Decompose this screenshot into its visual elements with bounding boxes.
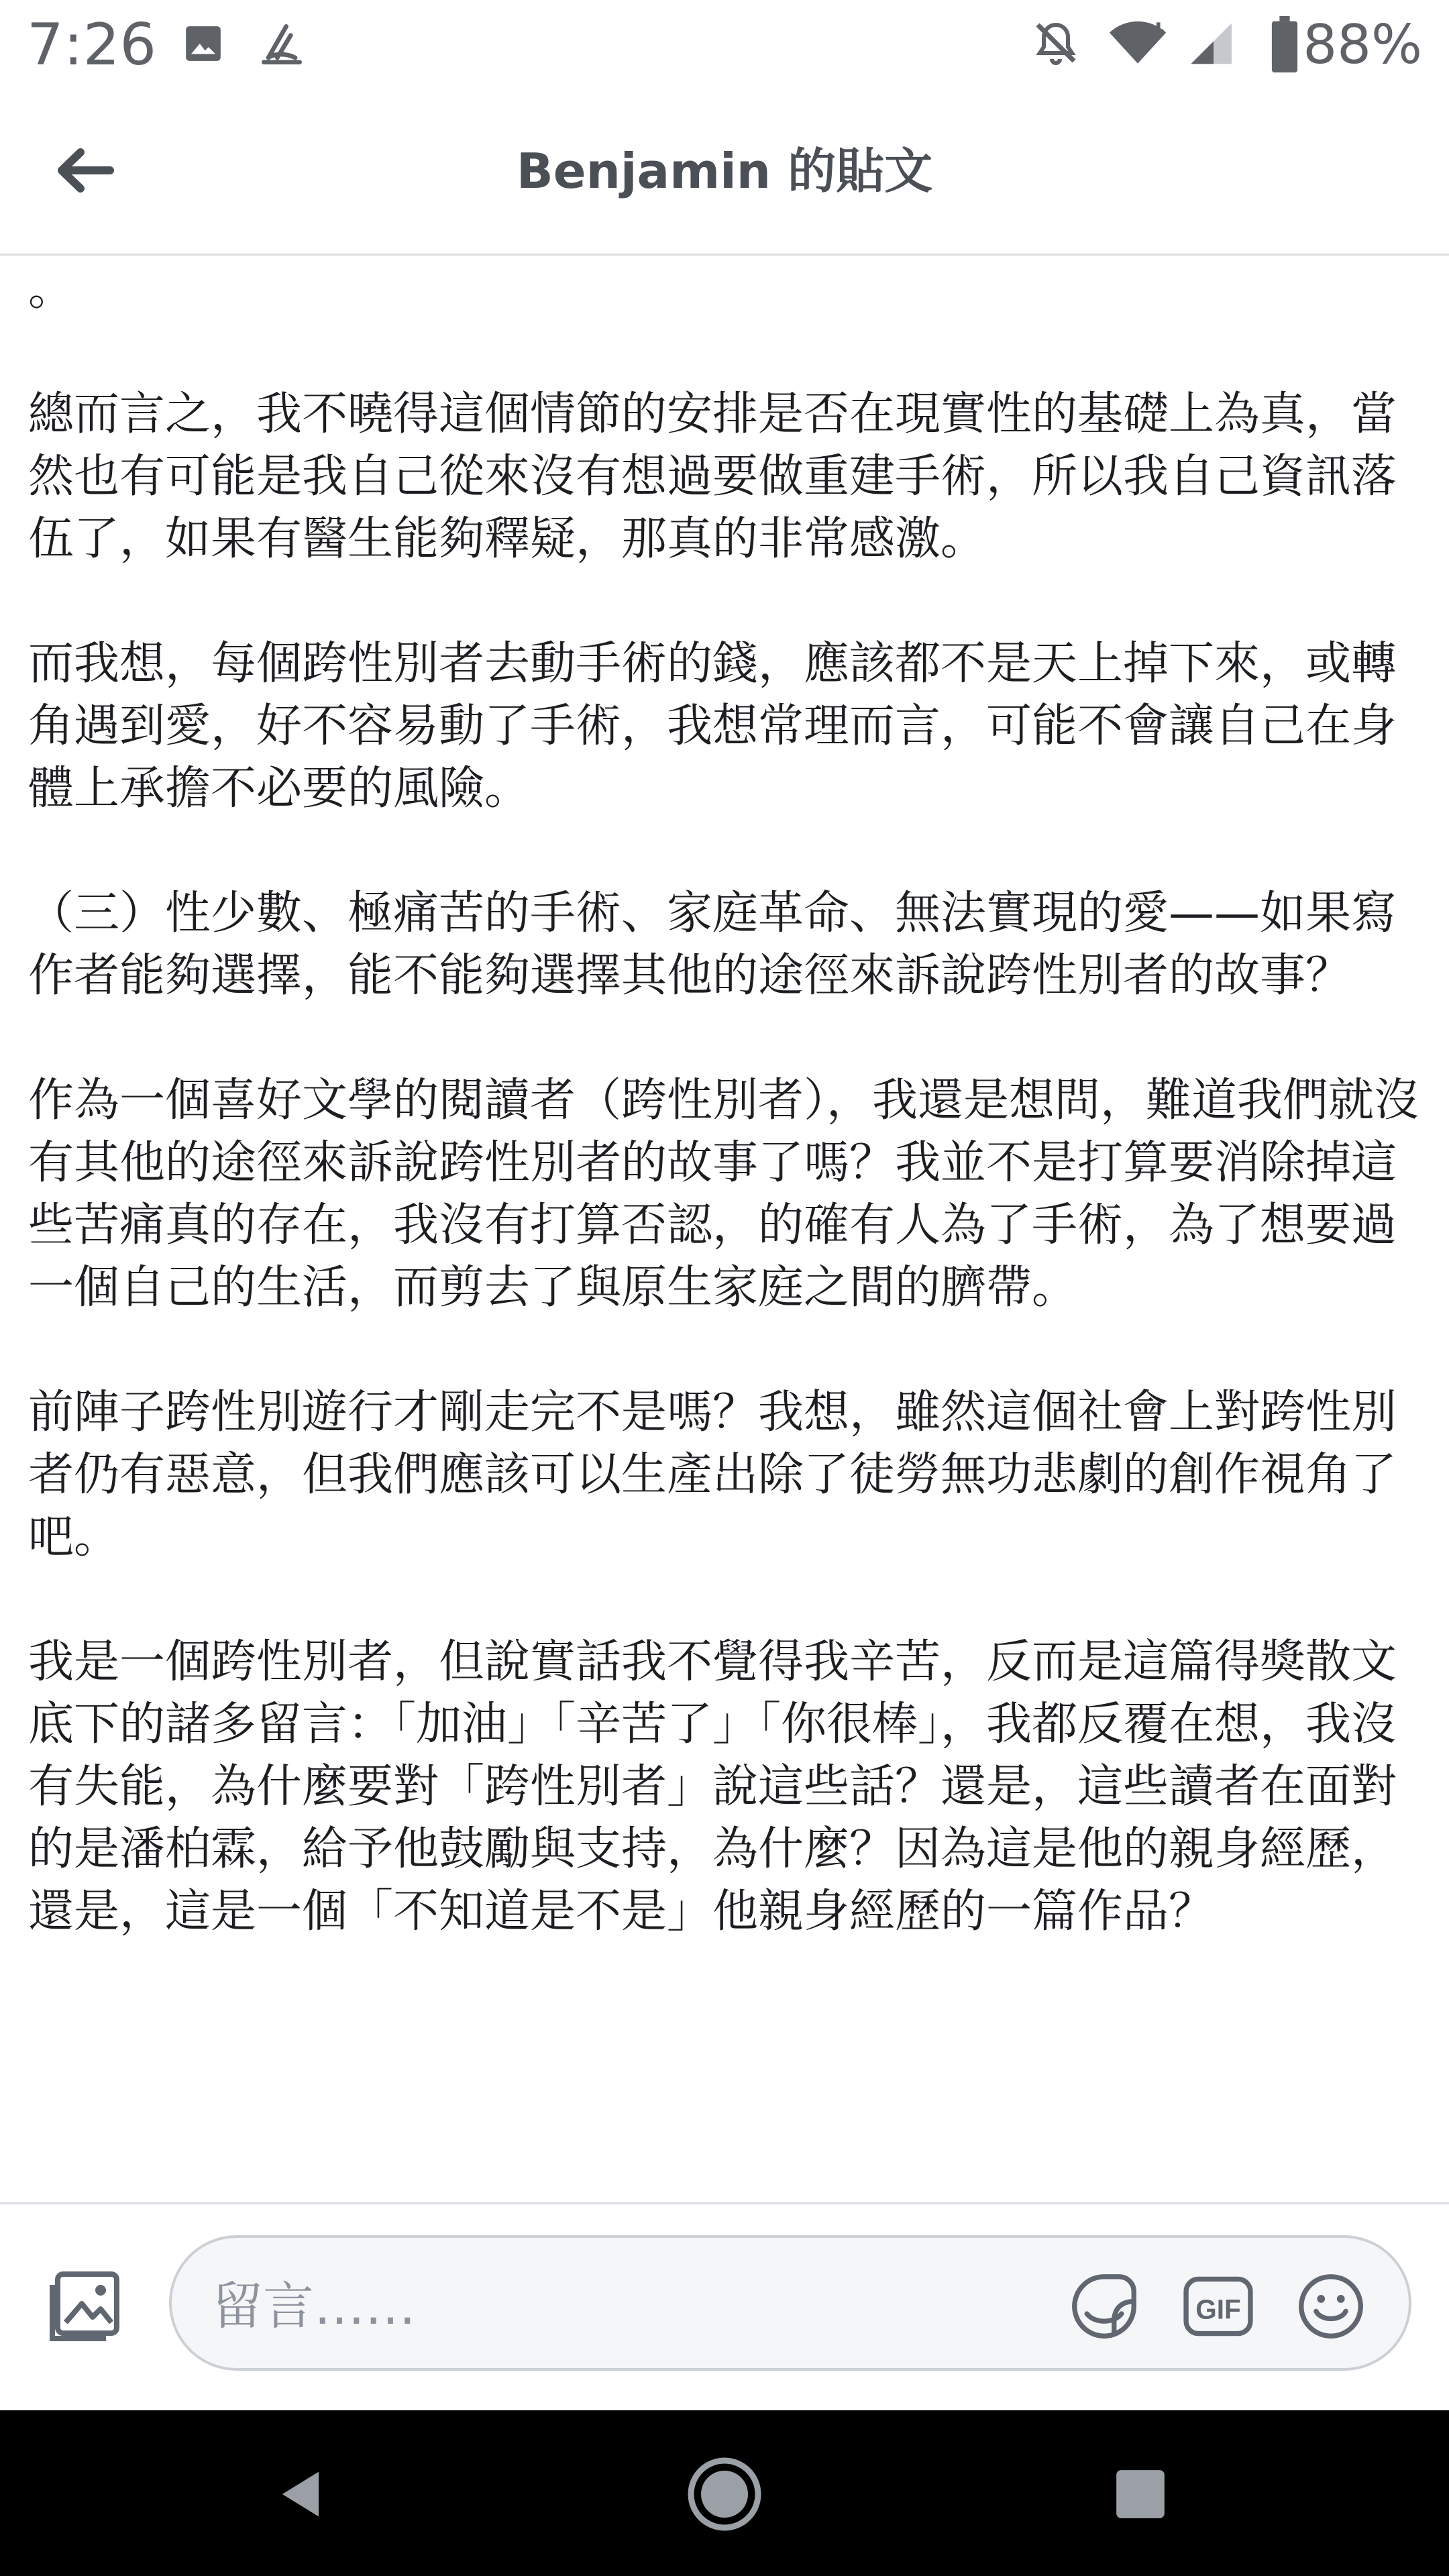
post-body — [28, 258, 1424, 2187]
gif-frame — [1179, 2267, 1258, 2346]
photo-button[interactable] — [42, 2263, 127, 2349]
wifi-icon — [1107, 16, 1169, 72]
post-paragraph: 作為一個喜好文學的閱讀者（跨性別者），我還是想問，難道我們就沒有其他的途徑來訴說跨性別者的故事了嗎？我並不是打算要消除掉這些苦痛真的存在，我沒有打算否認，的確有人為了手術，為了想要過一個自己的生活，而剪去了與原生家庭之間的臍帶。 — [28, 1074, 1420, 1314]
comment-composer — [0, 2202, 1449, 2412]
post-paragraph: 前陣子跨性別遊行才剛走完不是嗎？我想，雖然這個社會上對跨性別者仍有惡意，但我們應該可以生產出除了徒勞無功悲劇的創作視角了吧。 — [28, 1386, 1397, 1564]
status-bar — [0, 0, 1449, 87]
post-paragraph: 我是一個跨性別者，但說實話我不覺得我辛苦，反而是這篇得獎散文底下的諸多留言：「加油」「辛苦了」「你很棒」，我都反覆在想，我沒有失能，為什麼要對「跨性別者」說這些話？還是，這些讀者在面對的是潘柏霖，給予他鼓勵與支持，為什麼？因為這是他的親身經歷，還是，這是一個「不知道是不是」他親身經歷的一篇作品？ — [28, 1635, 1397, 1938]
status-time: 7:26 — [27, 11, 157, 78]
nav-back-button[interactable] — [258, 2451, 345, 2538]
home-circle-icon — [684, 2454, 765, 2534]
photo-icon — [42, 2263, 127, 2349]
post-paragraph: 。 — [28, 263, 74, 316]
comment-box[interactable] — [169, 2235, 1411, 2371]
sticker-button[interactable] — [1064, 2266, 1144, 2347]
nav-recents-button[interactable] — [1097, 2451, 1184, 2538]
emoji-icon — [1291, 2267, 1371, 2346]
battery-percent: 88% — [1303, 13, 1422, 76]
app-bar — [0, 87, 1449, 256]
system-nav-bar — [0, 2410, 1449, 2576]
image-icon — [182, 23, 224, 67]
gif-button[interactable] — [1178, 2266, 1258, 2347]
nav-home-button[interactable] — [681, 2451, 768, 2538]
battery-icon — [1268, 16, 1301, 75]
page-title: Benjamin 的貼文 — [516, 143, 933, 199]
back-triangle-icon — [268, 2461, 335, 2528]
post-paragraph: 總而言之，我不曉得這個情節的安排是否在現實性的基礎上為真，當然也有可能是我自己從來沒有想過要做重建手術，所以我自己資訊落伍了，如果有醫生能夠釋疑，那真的非常感激。 — [28, 388, 1397, 566]
app-notification-icon — [255, 17, 309, 74]
gif-label: GIF — [1195, 2294, 1241, 2325]
comment-input[interactable] — [211, 2258, 1018, 2353]
signal-icon — [1186, 19, 1241, 71]
recents-square-icon — [1112, 2465, 1169, 2523]
post-paragraph: 而我想，每個跨性別者去動手術的錢，應該都不是天上掉下來，或轉角遇到愛，好不容易動了手術，我想常理而言，可能不會讓自己在身體上承擔不必要的風險。 — [28, 637, 1397, 815]
mute-icon — [1032, 19, 1080, 70]
post-paragraph: （三）性少數、極痛苦的手術、家庭革命、無法實現的愛——如果寫作者能夠選擇，能不能夠選擇其他的途徑來訴說跨性別者的故事？ — [28, 887, 1397, 1002]
sticker-icon — [1065, 2267, 1144, 2346]
emoji-button[interactable] — [1291, 2266, 1371, 2347]
